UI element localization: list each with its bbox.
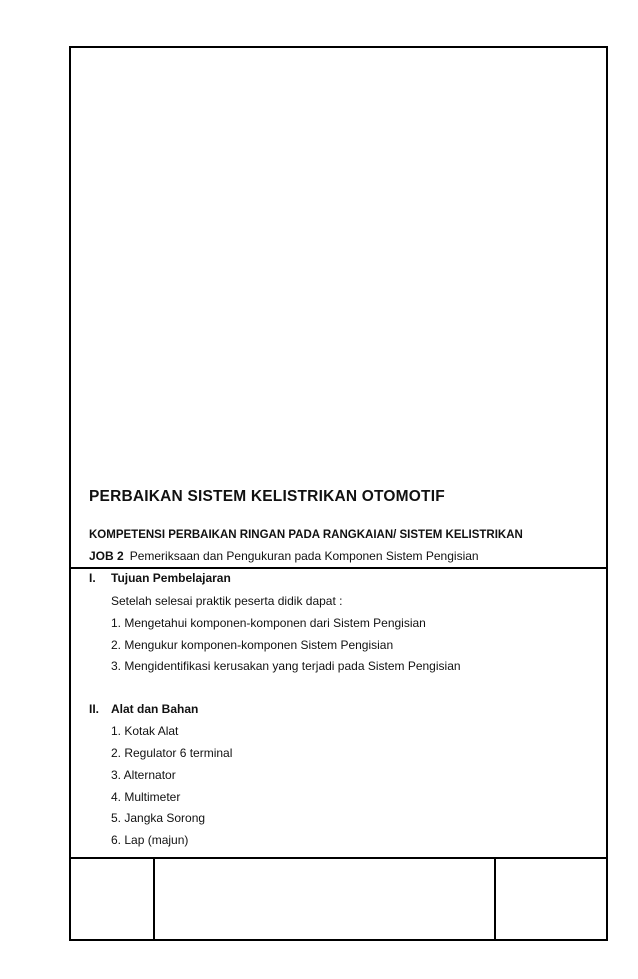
footer-cell-divider-left bbox=[153, 858, 155, 941]
section-1-numeral: I. bbox=[89, 571, 96, 585]
list-item: 6. Lap (majun) bbox=[111, 833, 189, 847]
list-item: 4. Multimeter bbox=[111, 790, 181, 804]
section-1-intro: Setelah selesai praktik peserta didik dapat : bbox=[111, 594, 343, 608]
list-item: 3. Alternator bbox=[111, 768, 176, 782]
header-divider bbox=[69, 567, 608, 569]
list-item: 1. Kotak Alat bbox=[111, 724, 179, 738]
job-line bbox=[89, 549, 479, 563]
footer-cell-divider-right bbox=[494, 858, 496, 941]
section-2-numeral: II. bbox=[89, 702, 100, 716]
document-title: PERBAIKAN SISTEM KELISTRIKAN OTOMOTIF bbox=[89, 488, 445, 505]
footer-divider bbox=[69, 857, 608, 859]
list-item: 2. Mengukur komponen-komponen Sistem Pengisian bbox=[111, 638, 394, 652]
list-item: 2. Regulator 6 terminal bbox=[111, 746, 233, 760]
section-2-title: Alat dan Bahan bbox=[111, 702, 199, 716]
section-1-title: Tujuan Pembelajaran bbox=[111, 571, 231, 585]
job-text: Pemeriksaan dan Pengukuran pada Komponen Sistem Pengisian bbox=[129, 549, 479, 563]
competency-heading: KOMPETENSI PERBAIKAN RINGAN PADA RANGKAIAN/ SISTEM KELISTRIKAN bbox=[89, 529, 523, 541]
list-item: 1. Mengetahui komponen-komponen dari Sistem Pengisian bbox=[111, 616, 426, 630]
job-label: JOB 2 bbox=[89, 549, 124, 563]
list-item: 3. Mengidentifikasi kerusakan yang terjadi pada Sistem Pengisian bbox=[111, 659, 461, 673]
list-item: 5. Jangka Sorong bbox=[111, 811, 206, 825]
